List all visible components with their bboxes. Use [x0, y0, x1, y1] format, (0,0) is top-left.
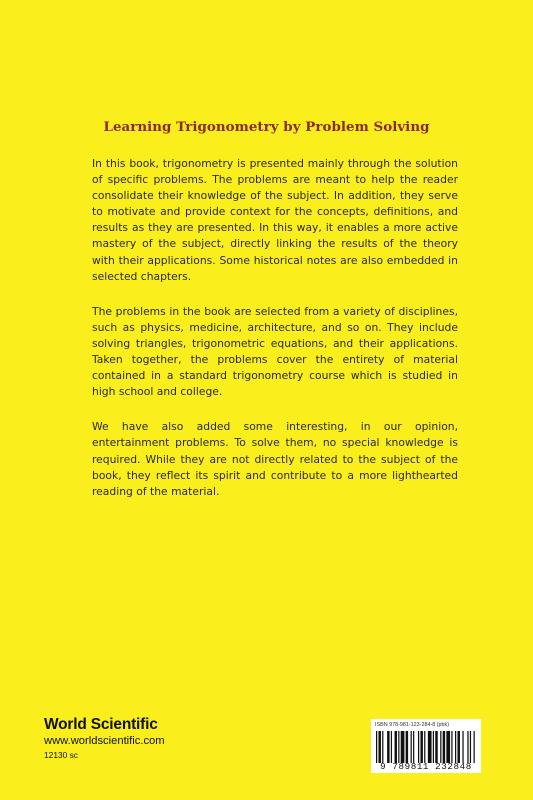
publisher-name: World Scientific — [44, 716, 158, 733]
blurb-text — [92, 156, 458, 519]
barcode-digits: 9 789811 232848 — [380, 761, 472, 772]
book-title: Learning Trigonometry by Problem Solving — [103, 119, 430, 135]
publisher-url: www.worldscientific.com — [44, 735, 165, 747]
publisher-block — [44, 716, 165, 761]
blurb-paragraph-3: We have also added some interesting, in our opinion, entertainment problems. To solve them, no special knowledge is required. While they are not directly related to the subject of the book, they reflect its spirit and contribute to a more lighthearted reading of the material. — [92, 420, 458, 498]
blurb-paragraph-1: In this book, trigonometry is presented mainly through the solution of specific problems. The problems are meant to help the reader consolidate their knowledge of the subject. In addition, they serve to motivate and provide context for the concepts, definitions, and results as they are presented. In this way, it enables a more active mastery of the subject, directly linking the results of the theory with their applications. Some historical notes are also embedded in selected chapters. — [92, 157, 458, 283]
barcode-bars — [376, 731, 476, 763]
blurb-paragraph-2: The problems in the book are selected from a variety of disciplines, such as physics, medicine, architecture, and so on. They include solving triangles, trigonometric equations, and their applications. Taken together, the problems cover the entirety of material contained in a standard trigonometry course which is studied in high school and college. — [92, 304, 458, 399]
barcode — [371, 719, 481, 773]
catalog-number: 12130 sc — [44, 750, 78, 760]
isbn-text: ISBN 978-981-123-284-8 (pbk) — [375, 722, 450, 728]
